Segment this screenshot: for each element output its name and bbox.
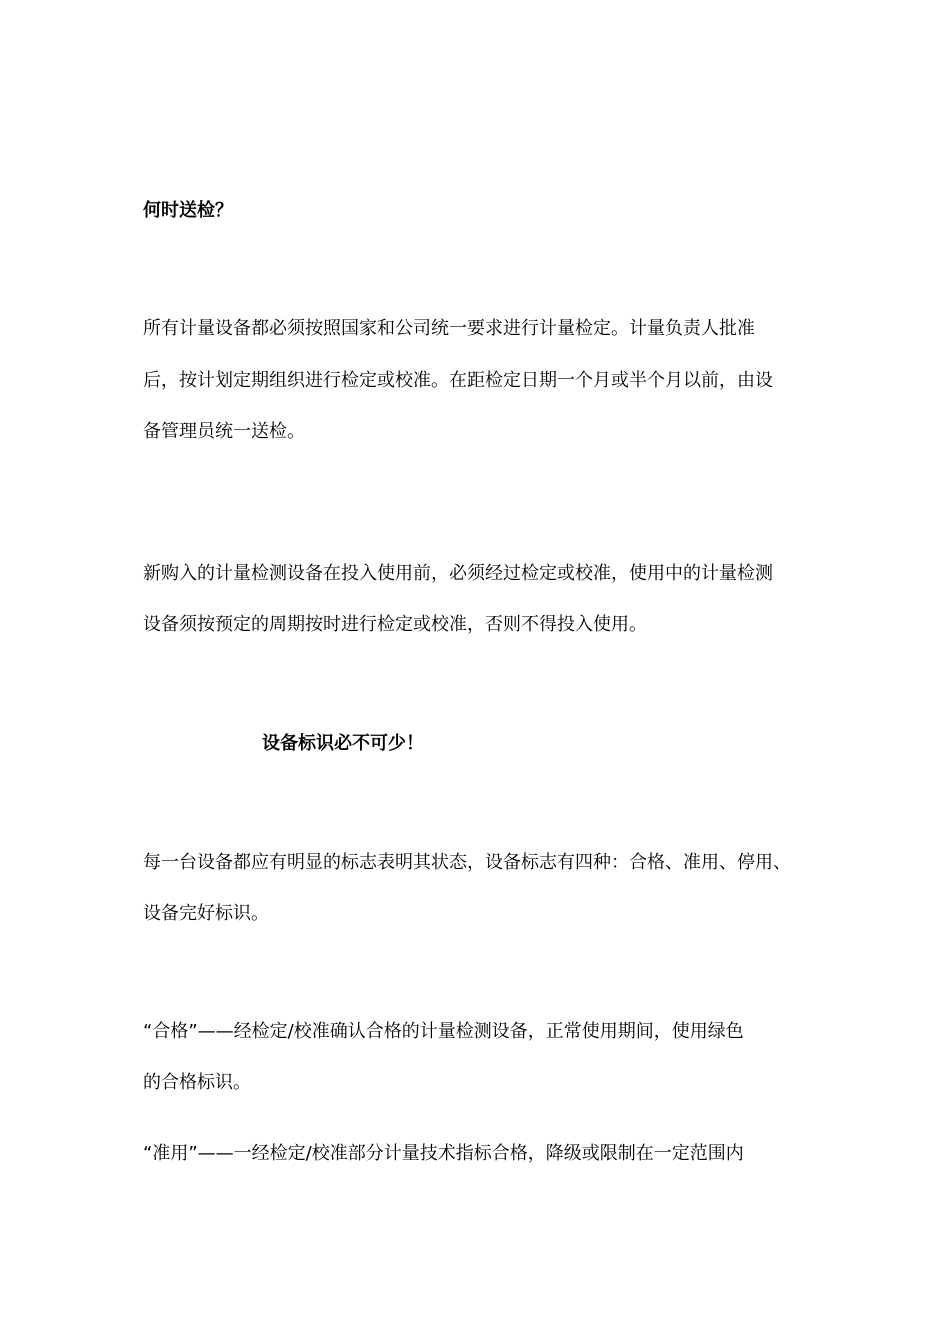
paragraph-line: 每一台设备都应有明显的标志表明其状态，设备标志有四种：合格、准用、停用、	[143, 852, 791, 873]
paragraph-line: 设备完好标识。	[143, 903, 269, 924]
heading-equipment-labels: 设备标识必不可少！	[262, 733, 424, 754]
paragraph-line: “准用”——一经检定/校准部分计量技术指标合格，降级或限制在一定范围内	[143, 1143, 744, 1164]
paragraph-line: 所有计量设备都必须按照国家和公司统一要求进行计量检定。计量负责人批准	[143, 318, 755, 339]
paragraph-line: 备管理员统一送检。	[143, 421, 305, 442]
paragraph-line: 后，按计划定期组织进行检定或校准。在距检定日期一个月或半个月以前，由设	[143, 370, 773, 391]
paragraph-line: 设备须按预定的周期按时进行检定或校准，否则不得投入使用。	[143, 614, 647, 635]
paragraph-line: 新购入的计量检测设备在投入使用前，必须经过检定或校准，使用中的计量检测	[143, 563, 773, 584]
paragraph-line: 的合格标识。	[143, 1072, 251, 1093]
paragraph-line: “合格”——经检定/校准确认合格的计量检测设备，正常使用期间，使用绿色	[143, 1021, 744, 1042]
heading-when-to-inspect: 何时送检？	[143, 200, 233, 221]
